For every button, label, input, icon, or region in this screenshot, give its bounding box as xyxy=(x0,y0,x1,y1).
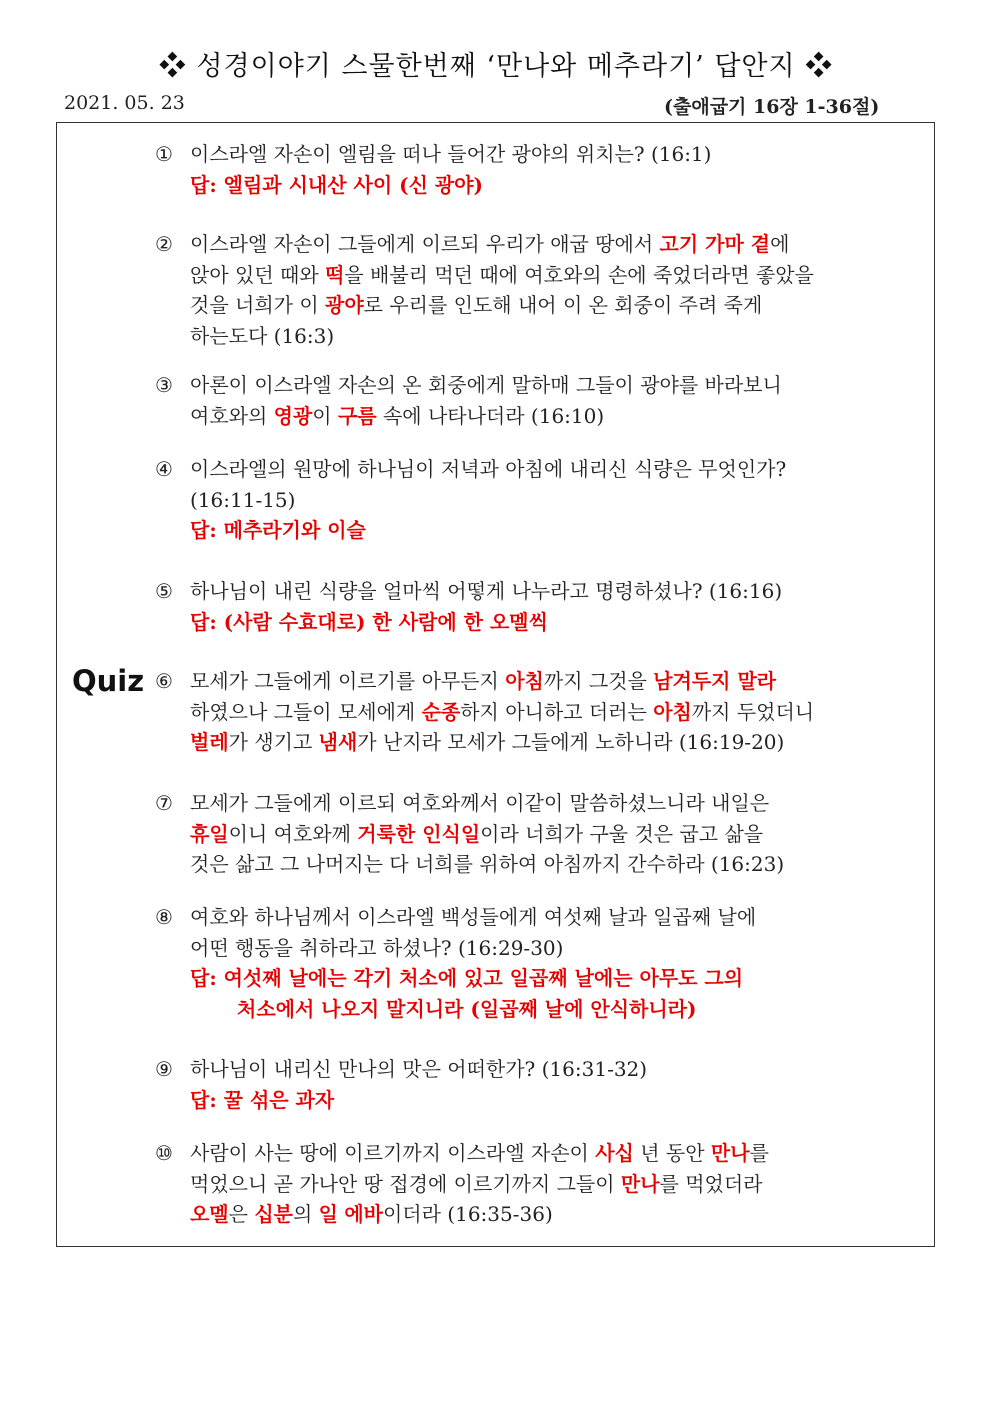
text-segment: 의 xyxy=(292,1202,319,1226)
text-segment: (16:11-15) xyxy=(190,487,296,512)
text-segment: 모세가 그들에게 이르되 여호와께서 이같이 말씀하셨느니라 내일은 xyxy=(190,791,770,815)
text-segment: 것을 너희가 이 xyxy=(190,293,325,317)
text-segment: 이니 여호와께 xyxy=(228,821,358,846)
text-segment: 이스라엘 자손이 그들에게 이르되 우리가 애굽 땅에서 xyxy=(190,232,660,256)
question-text xyxy=(190,229,930,351)
question-text: 하나님이 내리신 만나의 맛은 어떠한가? (16:31-32) xyxy=(190,1057,648,1081)
text-segment: 이더라 (16:35-36) xyxy=(382,1202,553,1226)
highlight-term: 벌레 xyxy=(190,730,229,754)
page-title: ❖ 성경이야기 스물한번째 ‘만나와 메추라기’ 답안지 ❖ xyxy=(158,51,834,82)
text-segment: 까지 그것을 xyxy=(543,669,654,693)
text-segment: 년 동안 xyxy=(633,1141,711,1165)
question-2 xyxy=(155,229,930,351)
text-segment: 이라 너희가 구울 것은 굽고 삶을 xyxy=(480,821,764,846)
highlight-term: 휴일 xyxy=(190,821,229,846)
highlight-term: 만나 xyxy=(620,1171,660,1196)
text-segment: 까지 두었더니 xyxy=(691,699,815,724)
question-7 xyxy=(155,788,930,880)
text-segment: 것은 삶고 그 나머지는 다 너희를 위하여 아침까지 간수하라 (16:23) xyxy=(190,852,785,876)
answer-text: 답: 엘림과 시내산 사이 (신 광야) xyxy=(190,172,483,197)
answer-text: 처소에서 나오지 말지니라 (일곱째 날에 안식하니라) xyxy=(237,996,697,1021)
question-text xyxy=(190,370,930,431)
text-segment: 하는도다 (16:3) xyxy=(190,323,335,348)
question-number: ⑦ xyxy=(155,791,173,815)
question-number: ① xyxy=(155,142,173,166)
question-text xyxy=(190,788,930,880)
highlight-term: 만나 xyxy=(710,1141,750,1165)
highlight-term: 십분 xyxy=(254,1202,293,1226)
highlight-term: 오멜 xyxy=(190,1202,229,1226)
text-segment: 를 xyxy=(749,1141,769,1165)
question-text xyxy=(190,1138,930,1230)
text-segment: 을 배불리 먹던 때에 여호와의 손에 죽었더라면 좋았을 xyxy=(344,262,814,287)
highlight-term: 남겨두지 말라 xyxy=(653,669,777,693)
text-segment: 이 xyxy=(312,403,338,428)
text-segment: 가 생기고 xyxy=(228,730,319,754)
question-8 xyxy=(155,902,930,1024)
question-number: ⑤ xyxy=(155,579,173,603)
highlight-term: 떡 xyxy=(325,262,345,287)
question-text xyxy=(190,902,930,963)
highlight-term: 광야 xyxy=(325,293,364,317)
answer-text: 답: 여섯째 날에는 각기 처소에 있고 일곱째 날에는 아무도 그의 xyxy=(190,966,744,990)
highlight-term: 거룩한 인식일 xyxy=(357,821,481,846)
answer-text: 답: (사람 수효대로) 한 사람에 한 오멜씩 xyxy=(190,609,548,634)
text-segment: 앉아 있던 때와 xyxy=(190,262,325,287)
question-10 xyxy=(155,1138,930,1230)
question-text xyxy=(190,454,930,515)
question-number: ⑧ xyxy=(155,905,173,929)
question-6 xyxy=(155,666,930,758)
question-number: ③ xyxy=(155,373,173,397)
answer-text: 답: 꿀 섞은 과자 xyxy=(190,1087,335,1112)
text-segment: 로 우리를 인도해 내어 이 온 회중이 주려 죽게 xyxy=(363,293,763,317)
highlight-term: 아침 xyxy=(653,699,692,724)
highlight-term: 구름 xyxy=(337,403,377,428)
highlight-term: 일 xyxy=(318,1202,338,1226)
question-number: ④ xyxy=(155,457,173,481)
text-segment: 가 난지라 모세가 그들에게 노하니라 (16:19-20) xyxy=(357,730,785,754)
question-5 xyxy=(155,576,930,637)
text-segment: 하였으나 그들이 모세에게 xyxy=(190,699,422,724)
question-3 xyxy=(155,370,930,431)
text-segment: 에 xyxy=(770,232,790,256)
text-segment: 하지 아니하고 더러는 xyxy=(460,699,654,724)
question-number: ⑨ xyxy=(155,1057,173,1081)
text-segment: 사람이 사는 땅에 이르기까지 이스라엘 자손이 xyxy=(190,1141,596,1165)
text-segment: 여호와의 xyxy=(190,403,274,428)
text-segment: 은 xyxy=(228,1202,255,1226)
date: 2021. 05. 23 xyxy=(64,92,185,114)
question-4 xyxy=(155,454,930,546)
question-text xyxy=(190,666,930,758)
answer-text: 답: 메추라기와 이슬 xyxy=(190,518,366,542)
question-number: ⑩ xyxy=(155,1141,173,1165)
text-segment: 를 먹었더라 xyxy=(659,1171,763,1196)
highlight-term: 고기 가마 곁 xyxy=(659,232,771,256)
question-text: 하나님이 내린 식량을 얼마씩 어떻게 나누라고 명령하셨나? (16:16) xyxy=(190,579,783,603)
quiz-label: Quiz xyxy=(72,664,145,698)
highlight-term: 냄새 xyxy=(318,730,358,754)
text-segment: 먹었으니 곧 가나안 땅 접경에 이르기까지 그들이 xyxy=(190,1171,621,1196)
text-segment: 아론이 이스라엘 자손의 온 회중에게 말하매 그들이 광야를 바라보니 xyxy=(190,373,782,397)
highlight-term: 사십 xyxy=(595,1141,634,1165)
highlight-term: 순종 xyxy=(421,699,461,724)
highlight-term: 에바 xyxy=(344,1202,383,1226)
text-segment: 이스라엘의 원망에 하나님이 저녁과 아침에 내리신 식량은 무엇인가? xyxy=(190,457,787,481)
question-9 xyxy=(155,1054,930,1115)
text-segment: 모세가 그들에게 이르기를 아무든지 xyxy=(190,669,506,693)
question-number: ② xyxy=(155,232,173,256)
question-number: ⑥ xyxy=(155,669,173,693)
highlight-term: 영광 xyxy=(273,403,313,428)
text-segment: 여호와 하나님께서 이스라엘 백성들에게 여섯째 날과 일곱째 날에 xyxy=(190,905,757,929)
text-segment: 속에 나타나더라 (16:10) xyxy=(376,403,605,428)
scripture-reference: (출애굽기 16장 1-36절) xyxy=(664,96,880,118)
highlight-term: 아침 xyxy=(505,669,544,693)
text-segment: 어떤 행동을 취하라고 하셨나? (16:29-30) xyxy=(190,935,564,960)
question-text: 이스라엘 자손이 엘림을 떠나 들어간 광야의 위치는? (16:1) xyxy=(190,142,712,166)
question-1 xyxy=(155,139,930,200)
